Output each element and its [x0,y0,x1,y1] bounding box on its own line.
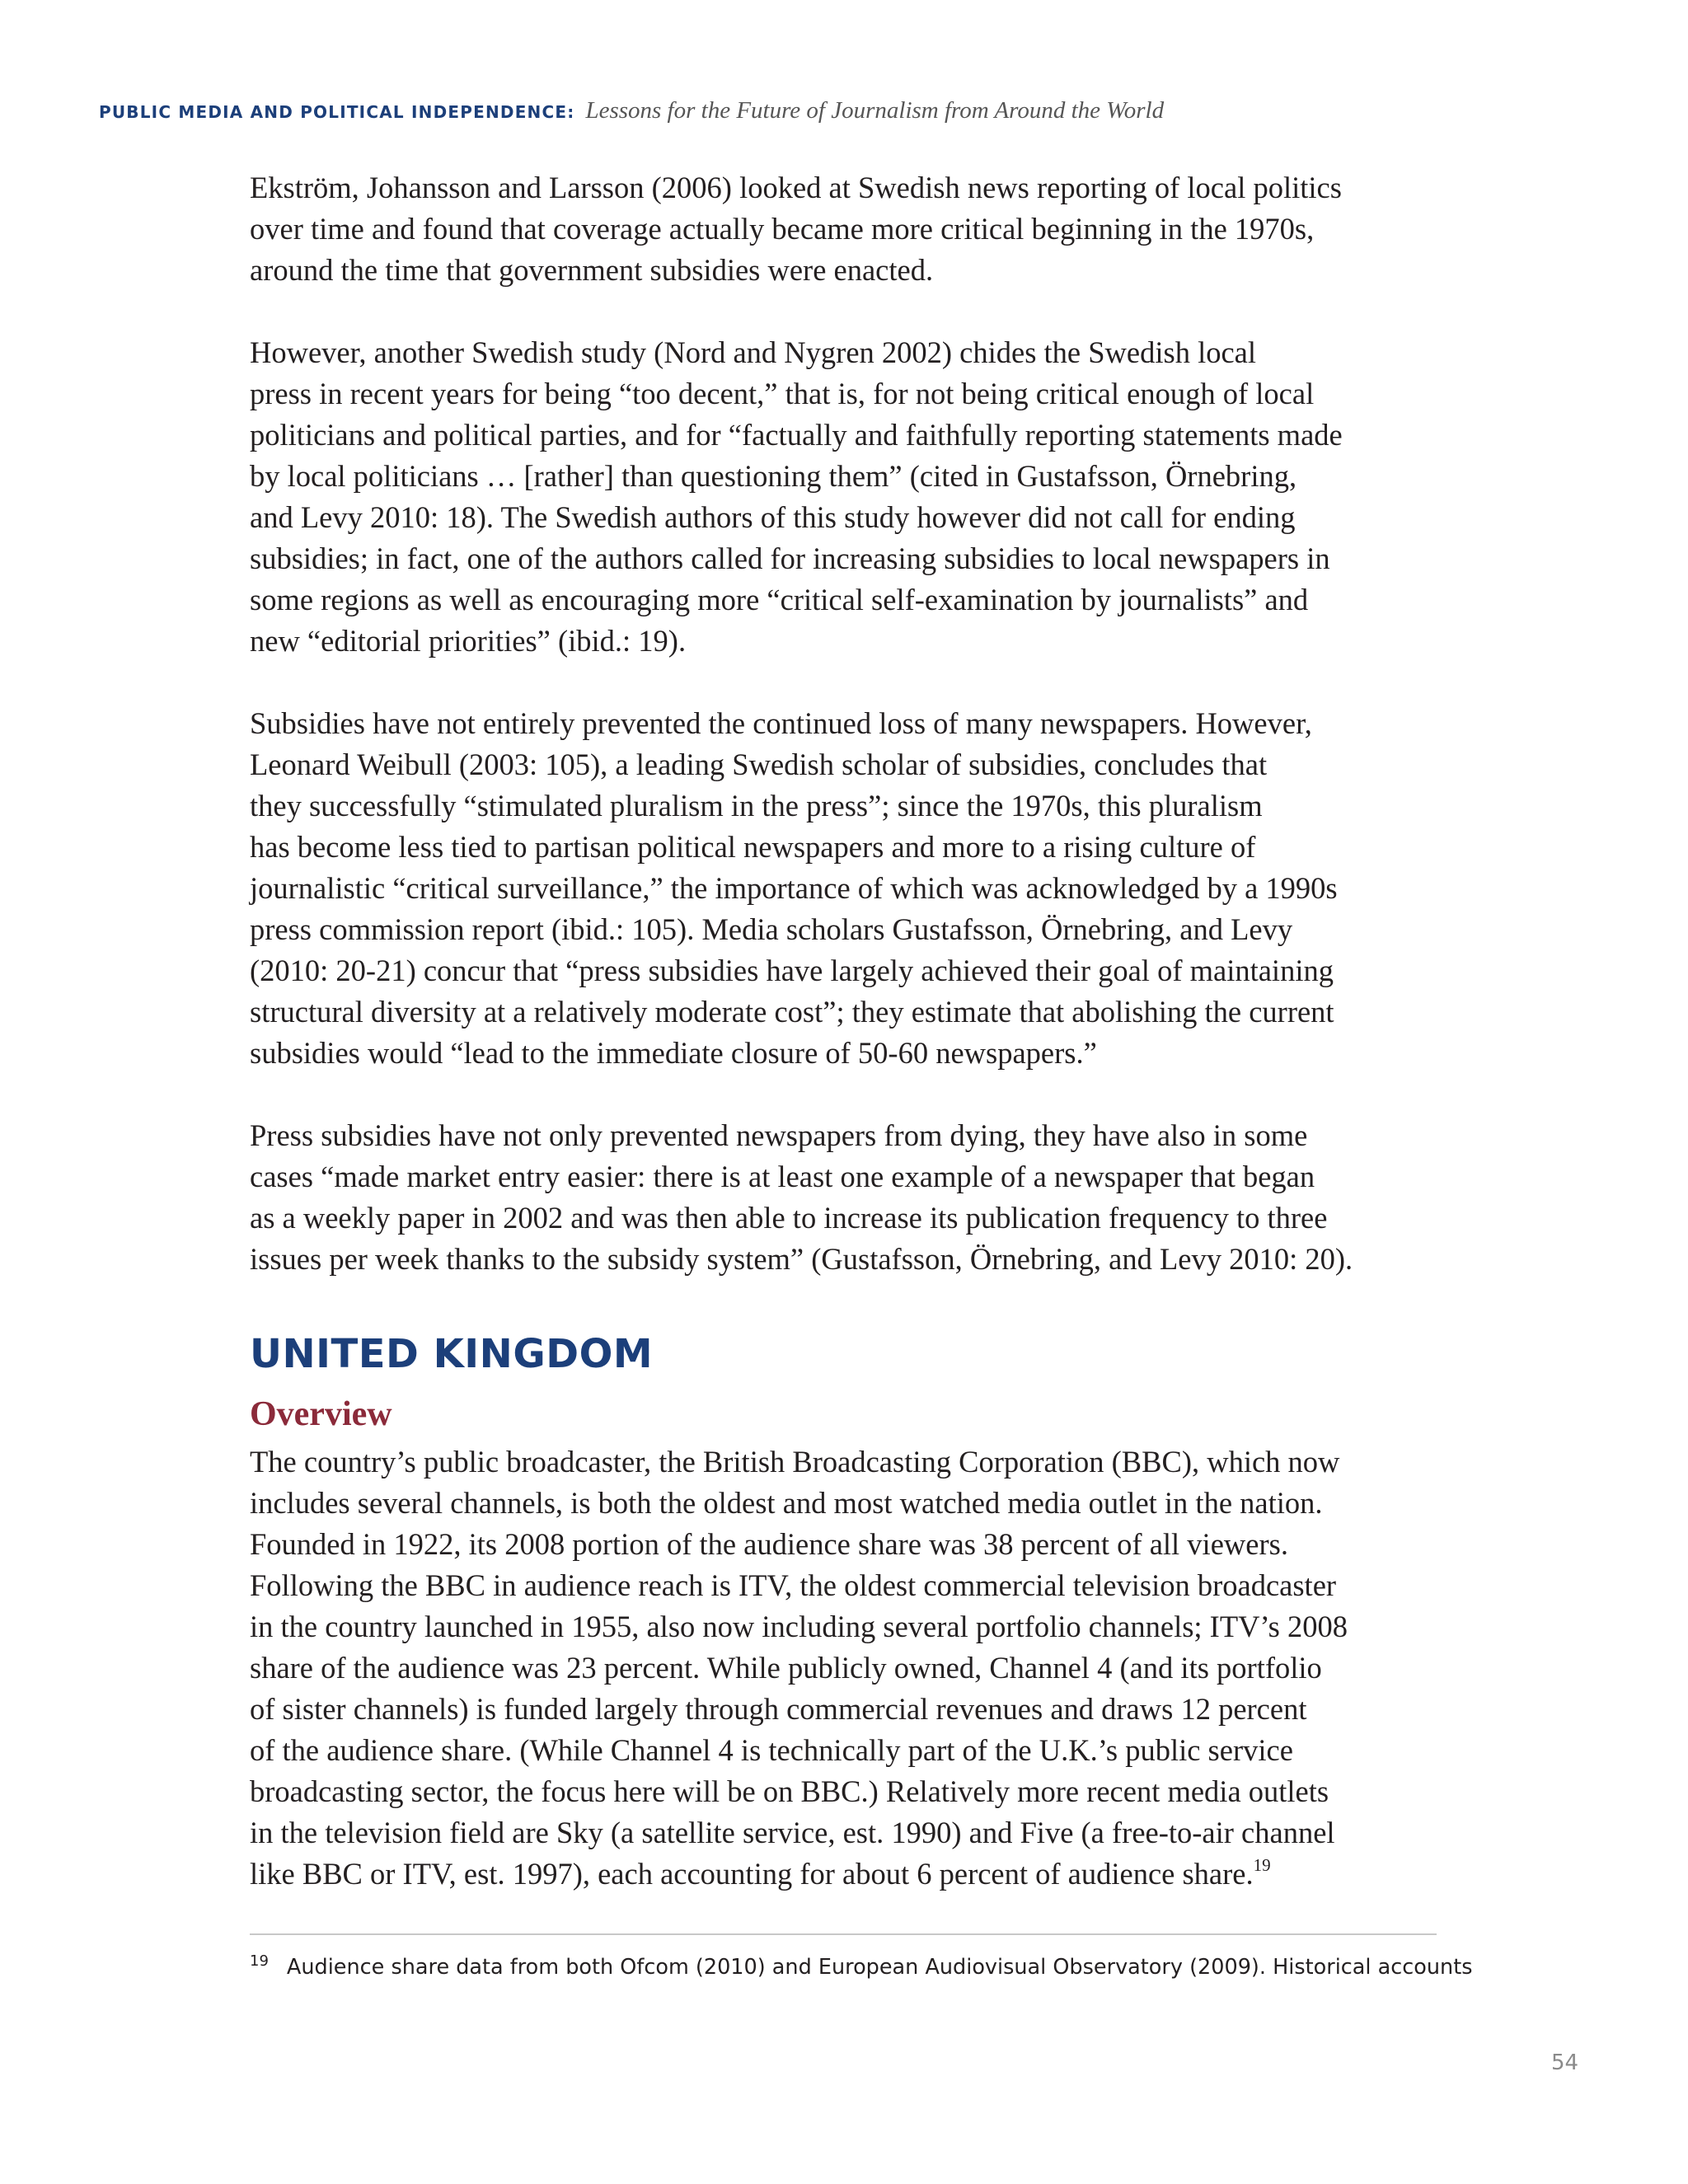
text-line: structural diversity at a relatively moderate cost”; they estimate that abolishing the current [250,995,1334,1029]
text-line: press in recent years for being “too decent,” that is, for not being critical enough of local [250,377,1315,410]
text-line: subsidies would “lead to the immediate closure of 50-60 newspapers.” [250,1036,1097,1070]
text-line: of sister channels) is funded largely through commercial revenues and draws 12 percent [250,1692,1307,1726]
text-line: in the country launched in 1955, also now including several portfolio channels; ITV’s 2008 [250,1610,1348,1643]
running-header [99,94,1164,129]
footnote-text: Audience share data from both Ofcom (2010) and European Audiovisual Observatory (2009). Historical accounts [286,1955,1473,1980]
text-line: journalistic “critical surveillance,” the importance of which was acknowledged by a 1990s [250,871,1338,905]
text-line: new “editorial priorities” (ibid.: 19). [250,624,687,658]
text-line: like BBC or ITV, est. 1997), each accounting for about 6 percent of audience share. [250,1857,1254,1891]
text-line-last [250,1854,1437,1895]
text-line: around the time that government subsidies were enacted. [250,253,934,287]
section-subheading: Overview [250,1395,392,1433]
paragraph-2 [250,332,1437,662]
footnote-divider [250,1933,1437,1935]
text-line: cases “made market entry easier: there is at least one example of a newspaper that began [250,1160,1315,1193]
footnote [250,1947,1473,1982]
footnote-reference[interactable]: 19 [1253,1855,1271,1875]
text-line: issues per week thanks to the subsidy system” (Gustafsson, Örnebring, and Levy 2010: 20). [250,1242,1353,1276]
page-number: 54 [1551,2050,1579,2075]
paragraph-3 [250,703,1437,1074]
text-line: However, another Swedish study (Nord and Nygren 2002) chides the Swedish local [250,335,1257,369]
text-line: share of the audience was 23 percent. While publicly owned, Channel 4 (and its portfolio [250,1651,1322,1685]
text-line: Founded in 1922, its 2008 portion of the audience share was 38 percent of all viewers. [250,1527,1288,1561]
text-line: in the television field are Sky (a satellite service, est. 1990) and Five (a free-to-air channel [250,1816,1335,1849]
text-line: press commission report (ibid.: 105). Media scholars Gustafsson, Örnebring, and Levy [250,912,1293,946]
header-subtitle: Lessons for the Future of Journalism from Around the World [585,97,1165,124]
text-line: Following the BBC in audience reach is ITV, the oldest commercial television broadcaster [250,1568,1337,1602]
paragraph-overview [250,1441,1437,1895]
text-line: they successfully “stimulated pluralism in the press”; since the 1970s, this pluralism [250,789,1263,823]
text-line: The country’s public broadcaster, the British Broadcasting Corporation (BBC), which now [250,1445,1340,1479]
text-line: (2010: 20-21) concur that “press subsidies have largely achieved their goal of maintaining [250,954,1334,987]
main-content [250,167,1437,1895]
paragraph-1 [250,167,1437,291]
text-line: subsidies; in fact, one of the authors called for increasing subsidies to local newspapers in [250,541,1330,575]
text-line: Subsidies have not entirely prevented the continued loss of many newspapers. However, [250,706,1312,740]
section-heading: UNITED KINGDOM [250,1331,654,1377]
paragraph-4 [250,1115,1437,1280]
text-line: as a weekly paper in 2002 and was then able to increase its publication frequency to three [250,1201,1328,1235]
footnote-number: 19 [250,1952,269,1970]
text-line: includes several channels, is both the oldest and most watched media outlet in the nation. [250,1486,1323,1520]
text-line: politicians and political parties, and for “factually and faithfully reporting statements made [250,418,1343,452]
text-line: Press subsidies have not only prevented newspapers from dying, they have also in some [250,1118,1308,1152]
text-line: Leonard Weibull (2003: 105), a leading Swedish scholar of subsidies, concludes that [250,748,1268,781]
text-line: of the audience share. (While Channel 4 is technically part of the U.K.’s public service [250,1733,1293,1767]
text-line: by local politicians … [rather] than questioning them” (cited in Gustafsson, Örnebring, [250,459,1297,493]
text-line: some regions as well as encouraging more “critical self-examination by journalists” and [250,583,1309,616]
header-title: PUBLIC MEDIA AND POLITICAL INDEPENDENCE: [99,102,575,122]
text-line: has become less tied to partisan political newspapers and more to a rising culture of [250,830,1256,864]
text-line: Ekström, Johansson and Larsson (2006) looked at Swedish news reporting of local politics [250,171,1342,204]
text-line: and Levy 2010: 18). The Swedish authors of this study however did not call for ending [250,500,1296,534]
text-line: broadcasting sector, the focus here will be on BBC.) Relatively more recent media outlets [250,1774,1329,1808]
text-line: over time and found that coverage actually became more critical beginning in the 1970s, [250,212,1315,246]
